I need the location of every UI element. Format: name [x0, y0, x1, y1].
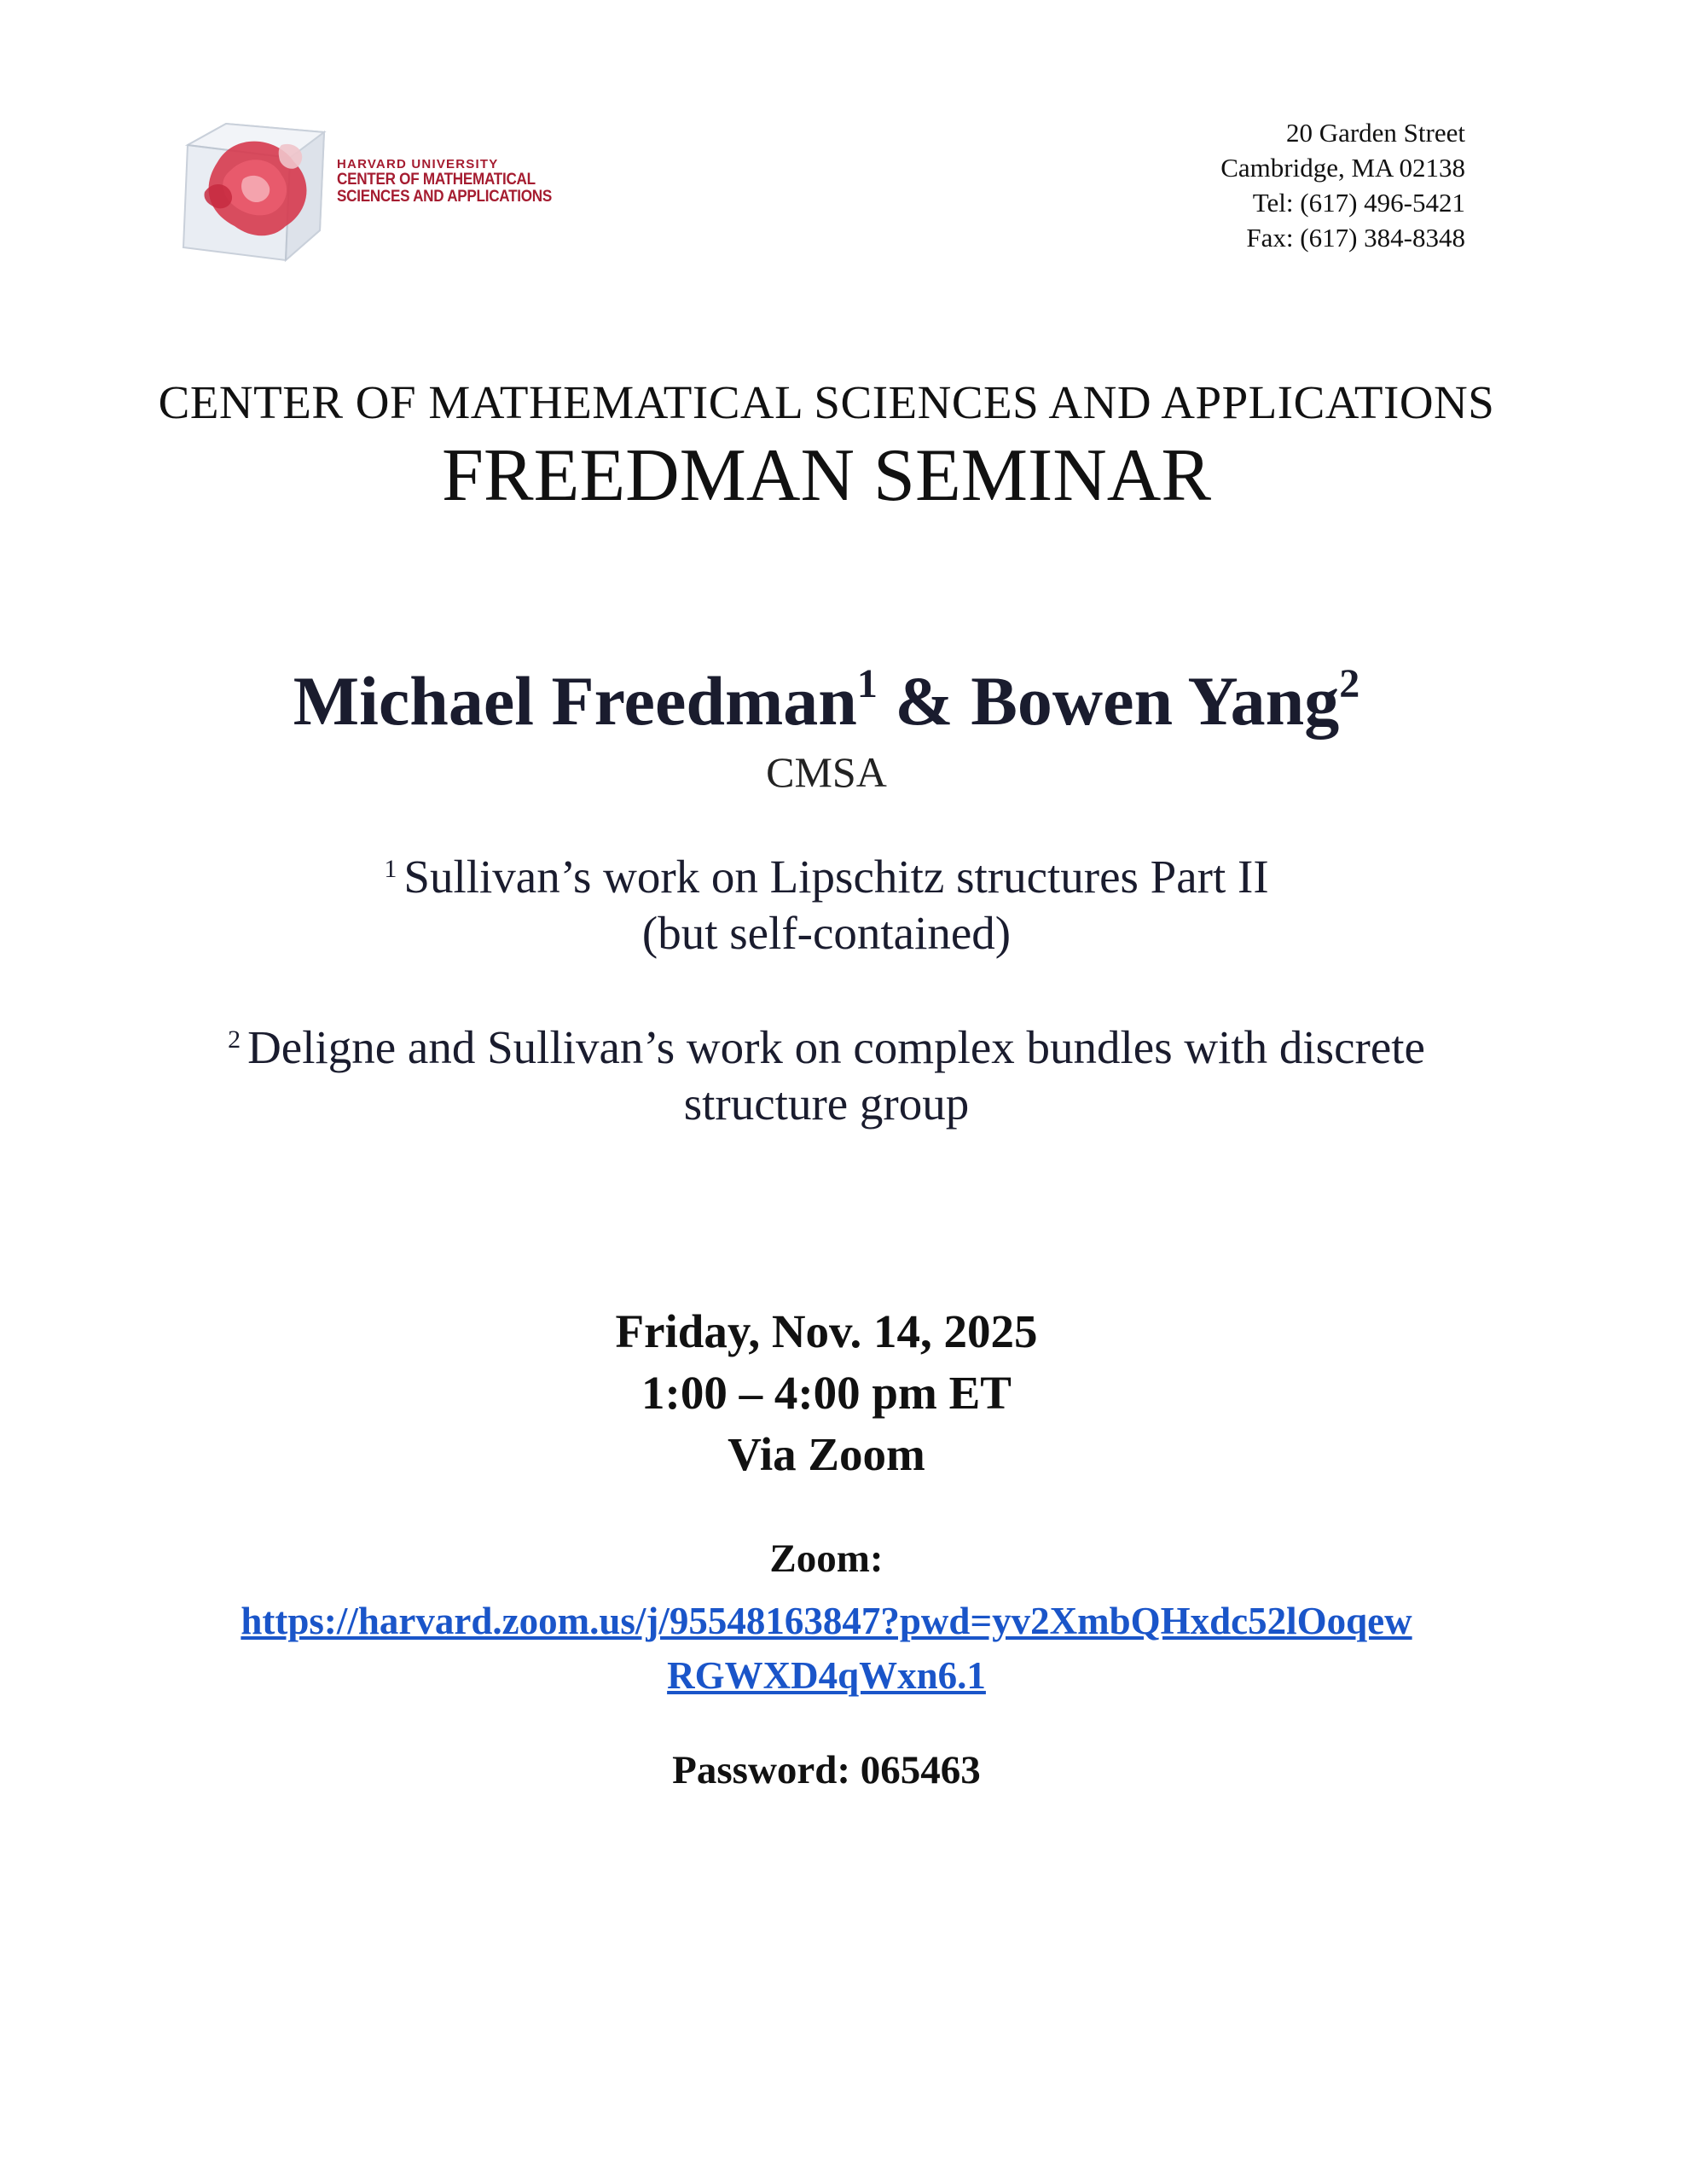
speaker-joiner: &: [877, 662, 971, 740]
logo-sciences-line: SCIENCES AND APPLICATIONS: [337, 187, 552, 206]
cube-logo-icon: [171, 111, 333, 273]
talk-2-footnote-mark: 2: [228, 1025, 241, 1054]
zoom-label: Zoom:: [769, 1536, 884, 1581]
zoom-link-line-1[interactable]: https://harvard.zoom.us/j/95548163847?pwd=yv2XmbQHxdc52lOoqew: [241, 1600, 1412, 1642]
zoom-password: Password: 065463: [672, 1748, 981, 1792]
talk-1-line-1: Sullivan’s work on Lipschitz structures Part II: [403, 851, 1269, 903]
zoom-link-line-2[interactable]: RGWXD4qWxn6.1: [667, 1654, 986, 1697]
center-name-heading: CENTER OF MATHEMATICAL SCIENCES AND APPLICATIONS: [158, 376, 1495, 428]
talk-2-line-2: structure group: [683, 1077, 970, 1130]
address-street: 20 Garden Street: [1285, 118, 1465, 148]
cmsa-logo: [171, 111, 552, 273]
talk-2-line-1: Deligne and Sullivan’s work on complex bundles with discrete: [247, 1021, 1425, 1073]
speaker-affiliation: CMSA: [766, 748, 887, 796]
event-info: [0, 1301, 1653, 1485]
logo-center-line: CENTER OF MATHEMATICAL: [337, 170, 536, 189]
logo-text: [337, 158, 576, 206]
address-fax: Fax: (617) 384-8348: [1246, 223, 1465, 253]
speaker-1-name: Michael Freedman: [293, 662, 857, 740]
seminar-title: FREEDMAN SEMINAR: [441, 434, 1212, 517]
talk-title-1: [0, 849, 1653, 961]
speakers-heading: [0, 661, 1653, 741]
speaker-1-footnote-mark: 1: [856, 661, 878, 706]
event-date: Friday, Nov. 14, 2025: [615, 1305, 1038, 1357]
talk-1-line-2: (but self-contained): [641, 907, 1012, 959]
talk-title-2: [0, 1019, 1653, 1132]
talk-1-footnote-mark: 1: [384, 855, 397, 883]
event-location: Via Zoom: [728, 1428, 925, 1480]
address-city: Cambridge, MA 02138: [1220, 153, 1465, 183]
address-block: [1220, 115, 1465, 255]
event-time: 1:00 – 4:00 pm ET: [641, 1367, 1012, 1419]
speaker-2-name: Bowen Yang: [971, 662, 1340, 740]
zoom-link[interactable]: [0, 1594, 1653, 1703]
speaker-2-footnote-mark: 2: [1339, 661, 1360, 706]
logo-university: HARVARD UNIVERSITY: [337, 157, 499, 171]
address-tel: Tel: (617) 496-5421: [1252, 188, 1465, 218]
